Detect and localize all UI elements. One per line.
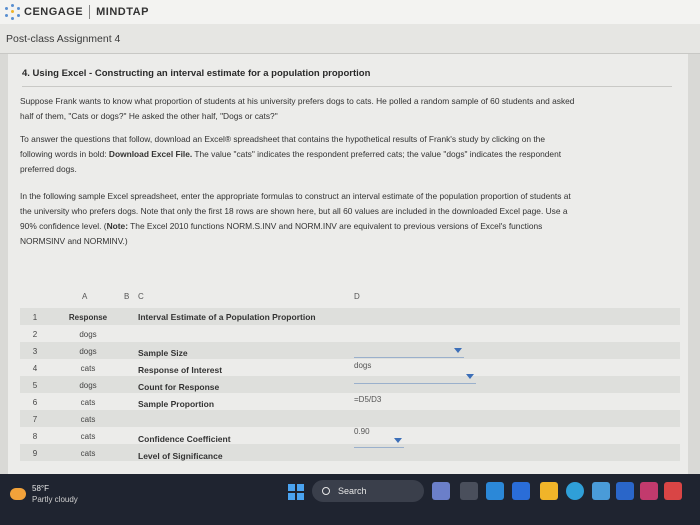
text-line: To answer the questions that follow, download an Excel® spreadsheet that contains the hypothetical results of Frank's study by clicking on the [20,134,545,144]
table-row [20,327,680,344]
cell-c: Sample Size [138,348,188,358]
search-icon [322,487,330,495]
text-line: Suppose Frank wants to know what proportion of students at his university prefers dogs to cats. He polled a random sample of 60 students and asked [20,96,575,106]
title-divider [22,86,672,87]
cell-a: cats [80,449,96,458]
table-row [20,412,680,429]
cell-a: cats [80,432,96,441]
cell-a: cats [80,415,96,424]
text-line: In the following sample Excel spreadsheet, enter the appropriate formulas to construct an interval estimate of the population proportion of students at [20,191,571,201]
cell-a: dogs [79,381,97,390]
cell-c: Level of Significance [138,451,223,461]
sample-size-dropdown[interactable] [354,346,464,358]
table-row [20,446,680,463]
question-panel [8,54,688,474]
row-number: 6 [32,398,38,407]
assignment-title[interactable]: Post-class Assignment 4 [6,32,121,45]
windows-start-icon[interactable] [288,484,304,500]
cell-a: cats [80,364,96,373]
chevron-down-icon [394,438,402,443]
cell-a: dogs [79,347,97,356]
note-label: Note: [106,221,128,231]
row-number: 7 [32,415,38,424]
top-bar [0,0,700,24]
count-response-dropdown[interactable] [354,372,476,384]
brand-divider [89,5,90,19]
row-number: 1 [32,313,38,322]
cell-c: Interval Estimate of a Population Proportion [138,312,316,322]
table-row [20,310,680,327]
text-span: The value "cats" indicates the respondent preferred cats; the value "dogs" indicates the respondent [192,149,562,159]
cengage-logo-icon [4,3,22,21]
table-row [20,344,680,361]
taskbar [0,474,700,525]
table-row [20,361,680,378]
app-icon[interactable] [486,482,504,500]
significance-dropdown[interactable] [354,436,404,448]
cell-c: Confidence Coefficient [138,434,231,444]
cell-a: cats [80,398,96,407]
file-explorer-icon[interactable] [540,482,558,500]
cell-d: =D5/D3 [354,395,382,404]
row-number: 2 [32,330,38,339]
table-row [20,429,680,446]
paragraph-task [20,189,650,249]
assignment-bar [0,24,700,54]
app-icon[interactable] [432,482,450,500]
chevron-down-icon [466,374,474,379]
text-line: the university who prefers dogs. Note that only the first 18 rows are shown here, but all 60 values are included in the downloaded Excel page. Use a [20,206,568,216]
brand-name: CENGAGE [24,6,84,18]
weather-condition: Partly cloudy [32,495,78,504]
app-icon[interactable] [592,482,610,500]
cell-a: Response [68,313,108,322]
app-icon[interactable] [460,482,478,500]
app-icon[interactable] [512,482,530,500]
cell-c: Count for Response [138,382,220,392]
column-header-a: A [82,292,88,301]
text-span: following words in bold: [20,149,109,159]
cell-a: dogs [79,330,97,339]
column-header-b: B [124,292,130,301]
cell-c: Sample Proportion [138,399,215,409]
weather-widget[interactable] [32,484,78,504]
row-number: 9 [32,449,38,458]
row-number: 5 [32,381,38,390]
question-title: 4. Using Excel - Constructing an interval estimate for a population proportion [22,68,371,79]
cell-c: Response of Interest [138,365,223,375]
column-header-d: D [354,292,360,301]
cell-d: dogs [354,361,372,370]
paragraph-instructions [20,132,650,177]
cell-d: 0.90 [354,427,370,436]
taskbar-search[interactable] [312,480,424,502]
text-span: The Excel 2010 functions NORM.S.INV and NORM.INV are equivalent to previous versions of Excel's functions [128,221,543,231]
text-line [20,147,650,162]
search-label: Search [338,486,367,496]
edge-browser-icon[interactable] [566,482,584,500]
text-line: preferred dogs. [20,164,77,174]
app-icon[interactable] [640,482,658,500]
excel-sheet [20,286,680,476]
weather-temperature: 58°F [32,484,49,493]
column-header-c: C [138,292,144,301]
table-row [20,395,680,412]
chevron-down-icon [454,348,462,353]
text-line [20,219,650,234]
product-name: MINDTAP [96,6,149,18]
app-icon[interactable] [616,482,634,500]
app-icon[interactable] [664,482,682,500]
download-excel-link[interactable]: Download Excel File. [108,149,193,159]
table-row [20,378,680,395]
text-line: half of them, "Cats or dogs?" He asked the other half, "Dogs or cats?" [20,111,278,121]
paragraph-scenario [20,94,650,124]
text-line: NORMSINV and NORMINV.) [20,236,128,246]
text-span: 90% confidence level. ( [20,221,107,231]
row-number: 4 [32,364,38,373]
row-number: 8 [32,432,38,441]
row-number: 3 [32,347,38,356]
weather-sun-icon[interactable] [10,488,26,500]
